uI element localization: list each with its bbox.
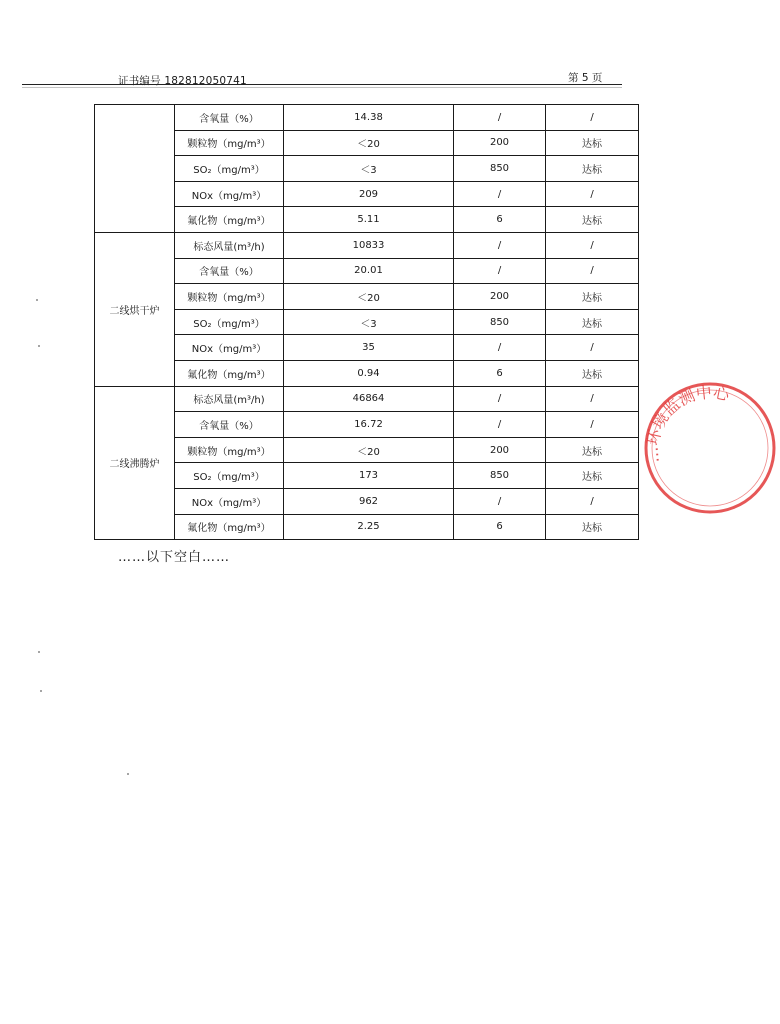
item-cell: 颗粒物（mg/m³） [175,437,284,463]
certificate-number: 证书编号 182812050741 [118,75,247,87]
result-cell: 达标 [546,514,639,540]
item-cell: NOx（mg/m³） [175,335,284,361]
header-rule-shadow [22,87,622,88]
result-cell: / [546,386,639,412]
value-cell: 16.72 [284,412,454,438]
source-name-cell: 二线沸腾炉 [95,386,175,540]
item-cell: 标态风量(m³/h) [175,232,284,258]
value-cell: 209 [284,181,454,207]
limit-cell: / [454,181,546,207]
value-cell: 5.11 [284,207,454,233]
table-row [95,386,639,412]
page-number: 第 5 页 [568,72,603,84]
limit-cell: / [454,412,546,438]
value-cell: 2.25 [284,514,454,540]
emission-table-body [95,105,639,540]
header-rule [22,84,622,85]
value-cell: 35 [284,335,454,361]
table-row [95,488,639,514]
limit-cell: 200 [454,437,546,463]
item-cell: 含氧量（%） [175,258,284,284]
result-cell: 达标 [546,156,639,182]
table-row [95,514,639,540]
table-row [95,437,639,463]
table-row [95,258,639,284]
item-cell: 氟化物（mg/m³） [175,514,284,540]
table-row [95,360,639,386]
result-cell: 达标 [546,284,639,310]
result-cell: 达标 [546,360,639,386]
table-row [95,105,639,131]
item-cell: SO₂（mg/m³） [175,309,284,335]
item-cell: 氟化物（mg/m³） [175,360,284,386]
item-cell: NOx（mg/m³） [175,181,284,207]
value-cell: ＜20 [284,284,454,310]
table-row [95,463,639,489]
result-cell: 达标 [546,207,639,233]
emission-table [94,104,639,540]
limit-cell: 200 [454,284,546,310]
item-cell: 颗粒物（mg/m³） [175,130,284,156]
value-cell: ＜20 [284,437,454,463]
source-name-cell: 二线烘干炉 [95,232,175,386]
item-cell: NOx（mg/m³） [175,488,284,514]
result-cell: / [546,335,639,361]
value-cell: ＜20 [284,130,454,156]
value-cell: 46864 [284,386,454,412]
result-cell: / [546,181,639,207]
result-cell: 达标 [546,309,639,335]
table-row [95,309,639,335]
limit-cell: 200 [454,130,546,156]
value-cell: 962 [284,488,454,514]
value-cell: 0.94 [284,360,454,386]
result-cell: / [546,412,639,438]
limit-cell: 6 [454,360,546,386]
result-cell: / [546,258,639,284]
blank-below-note: ……以下空白…… [118,550,231,565]
table-row [95,284,639,310]
result-cell: / [546,232,639,258]
limit-cell: 850 [454,463,546,489]
result-cell: 达标 [546,463,639,489]
result-cell: 达标 [546,437,639,463]
table-row [95,335,639,361]
limit-cell: / [454,258,546,284]
item-cell: 颗粒物（mg/m³） [175,284,284,310]
limit-cell: / [454,488,546,514]
limit-cell: 6 [454,514,546,540]
limit-cell: / [454,386,546,412]
table-row [95,130,639,156]
table-row [95,232,639,258]
page-header [0,0,724,90]
value-cell: ＜3 [284,156,454,182]
item-cell: SO₂（mg/m³） [175,156,284,182]
value-cell: ＜3 [284,309,454,335]
limit-cell: 850 [454,309,546,335]
source-name-cell [95,105,175,233]
limit-cell: / [454,105,546,131]
table-row [95,412,639,438]
limit-cell: / [454,232,546,258]
limit-cell: 6 [454,207,546,233]
table-row [95,181,639,207]
table-row [95,156,639,182]
svg-text:…环境监测中心: …环境监测中心 [642,382,731,464]
result-cell: / [546,488,639,514]
item-cell: 含氧量（%） [175,105,284,131]
result-cell: 达标 [546,130,639,156]
item-cell: 标态风量(m³/h) [175,386,284,412]
result-cell: / [546,105,639,131]
item-cell: 氟化物（mg/m³） [175,207,284,233]
value-cell: 173 [284,463,454,489]
value-cell: 10833 [284,232,454,258]
item-cell: SO₂（mg/m³） [175,463,284,489]
table-row [95,207,639,233]
limit-cell: 850 [454,156,546,182]
value-cell: 20.01 [284,258,454,284]
limit-cell: / [454,335,546,361]
value-cell: 14.38 [284,105,454,131]
official-seal [640,378,780,518]
item-cell: 含氧量（%） [175,412,284,438]
